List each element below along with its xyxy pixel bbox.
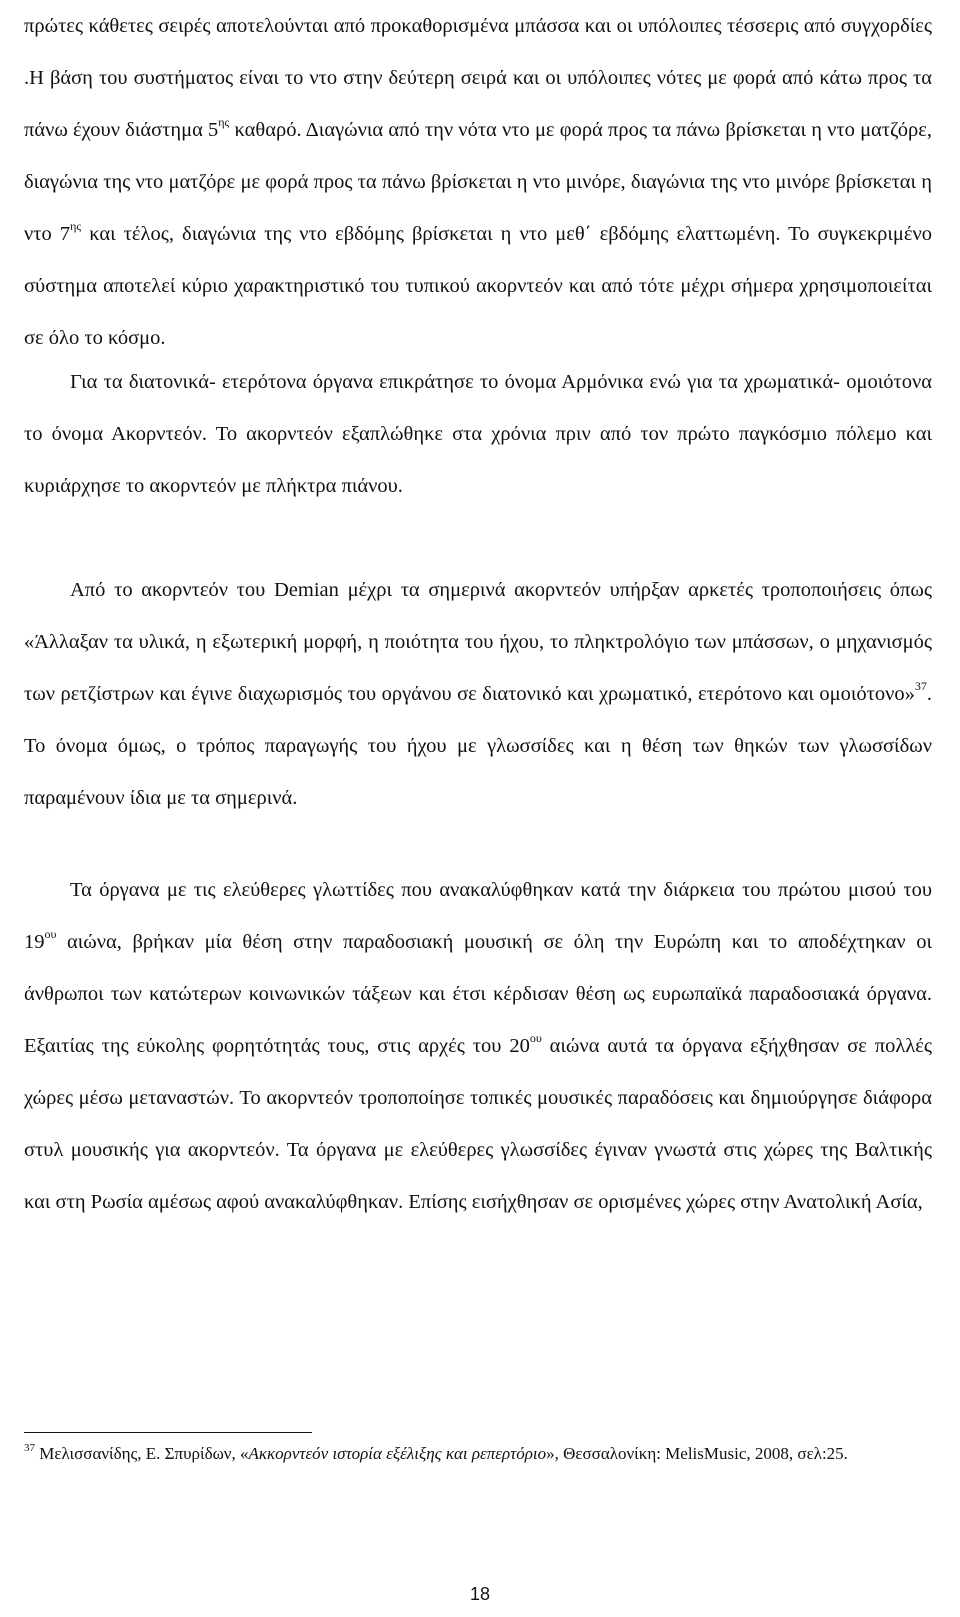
- paragraph-text: καθαρό. Διαγώνια από την νότα ντο με φορά προς τα πάνω βρίσκεται η ντο ματζόρε, διαγώνια της ντο ματζόρε με φορά προς τα πάνω βρίσκεται η ντο μινόρε, διαγώνια της ντο μινόρε βρίσκεται η ντο 7: [24, 119, 933, 245]
- paragraph-text: και τέλος, διαγώνια της ντο εβδόμης βρίσκεται η ντο μεθ΄ εβδόμης ελαττωμένη. Το συγκεκριμένο σύστημα αποτελεί κύριο χαρακτηριστικό του τυπικού ακορντεόν και από τότε μέχρι σήμερα χρησιμοποιείται σε όλο το κόσμο.: [24, 223, 932, 349]
- paragraph-keyboard-system: [24, 0, 932, 364]
- paragraph-text: Από το ακορντεόν του Demian μέχρι τα σημερινά ακορντεόν υπήρξαν αρκετές τροποποιήσεις όπως «Άλλαξαν τα υλικά, η εξωτερική μορφή, η ποιότητα του ήχου, το πληκτρολόγιο των μπάσσων, ο μηχανισμός των ρετζίστρων και έγινε διαχωρισμός του οργάνου σε διατονικό και χρωματικό, ετερότονο και ομοιότονο»: [24, 579, 932, 705]
- footnote-publication: », Θεσσαλονίκη: MelisMusic, 2008, σελ:25.: [546, 1444, 848, 1463]
- paragraph-spread-of-instruments: [24, 864, 932, 1228]
- paragraph-instrument-names: [24, 356, 932, 512]
- ordinal-superscript: ου: [44, 927, 57, 942]
- paragraph-text: πρώτες κάθετες σειρές αποτελούνται από προκαθορισμένα μπάσσα και οι υπόλοιπες τέσσερις από συγχορδίες .Η βάση του συστήματος είναι το ντο στην δεύτερη σειρά και οι υπόλοιπες νότες με φορά από κάτω προς τα πάνω έχουν διάστημα 5: [24, 15, 932, 141]
- ordinal-superscript: ου: [529, 1031, 542, 1046]
- footnote-number: 37: [24, 1442, 35, 1455]
- footnote-author: Μελισσανίδης, Ε. Σπυρίδων, «: [35, 1444, 249, 1463]
- paragraph-text: αιώνα, βρήκαν μία θέση στην παραδοσιακή μουσική σε όλη την Ευρώπη και το αποδέχτηκαν οι άνθρωποι των κατώτερων κοινωνικών τάξεων και έτσι κέρδισαν θέση ως ευρωπαϊκά παραδοσιακά όργανα. Εξαιτίας της εύκολης φορητότητάς τους, στις αρχές του 20: [24, 931, 932, 1057]
- paragraph-text: Για τα διατονικά- ετερότονα όργανα επικράτησε το όνομα Αρμόνικα ενώ για τα χρωματικά- ομοιότονα το όνομα Ακορντεόν. Το ακορντεόν εξαπλώθηκε στα χρόνια πριν από τον πρώτο παγκόσμιο πόλεμο και κυριάρχησε το ακορντεόν με πλήκτρα πιάνου.: [24, 371, 932, 497]
- page-number: 18: [469, 1584, 491, 1604]
- footnote-title: Ακκορντεόν ιστορία εξέλιξης και ρεπερτόριο: [248, 1444, 547, 1463]
- paragraph-modifications: [24, 564, 932, 824]
- paragraph-text: . Το όνομα όμως, ο τρόπος παραγωγής του ήχου με γλωσσίδες και η θέση των θηκών των γλωσσίδων παραμένουν ίδια με τα σημερινά.: [24, 683, 932, 809]
- footnote-separator: [24, 1432, 312, 1433]
- footnote: [24, 1441, 932, 1467]
- ordinal-superscript: ης: [218, 115, 230, 130]
- footnote-reference[interactable]: 37: [914, 679, 927, 694]
- paragraph-text: Τα όργανα με τις ελεύθερες γλωττίδες που ανακαλύφθηκαν κατά την διάρκεια του πρώτου μισού του 19: [24, 879, 932, 953]
- ordinal-superscript: ης: [70, 219, 82, 234]
- paragraph-text: αιώνα αυτά τα όργανα εξήχθησαν σε πολλές χώρες μέσω μεταναστών. Το ακορντεόν τροποποίησε τοπικές μουσικές παραδόσεις και δημιούργησε διάφορα στυλ μουσικής για ακορντεόν. Τα όργανα με ελεύθερες γλωσσίδες έγιναν γνωστά στις χώρες της Βαλτικής και στη Ρωσία αμέσως αφού ανακαλύφθηκαν. Επίσης εισήχθησαν σε ορισμένες χώρες στην Ανατολική Ασία,: [24, 1035, 932, 1213]
